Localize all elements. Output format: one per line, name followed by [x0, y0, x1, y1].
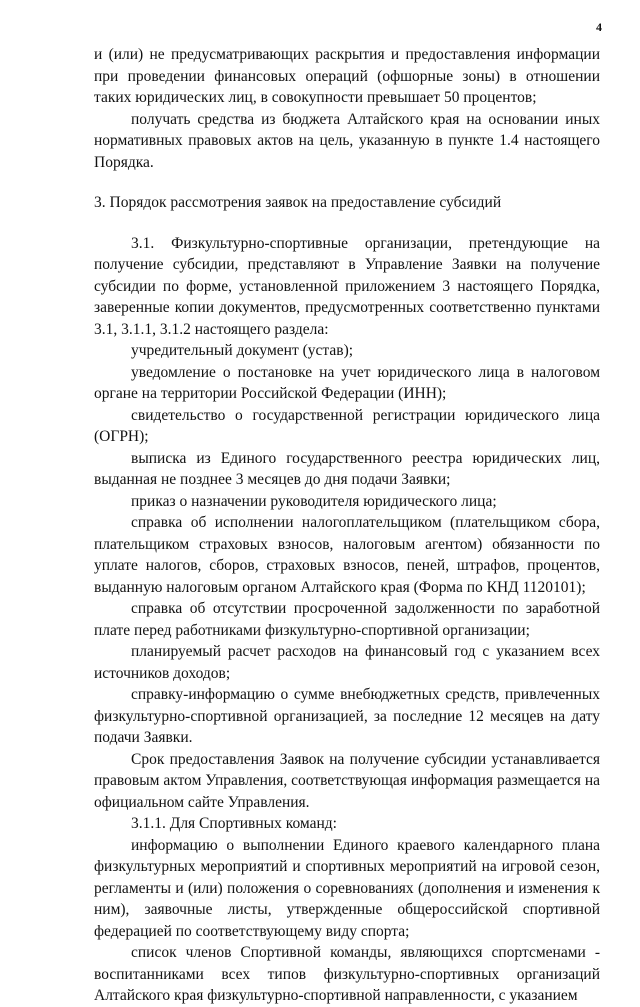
list-item: выписка из Единого государственного реестра юридических лиц, выданная не позднее 3 месяцев до дня подачи Заявки;: [94, 449, 600, 488]
paragraph: Срок предоставления Заявок на получение субсидии устанавливается правовым актом Управления, соответствующая информация размещается на официальном сайте Управления.: [94, 750, 600, 811]
list-item: информацию о выполнении Единого краевого календарного плана физкультурных мероприятий и спортивных мероприятий на игровой сезон, регламенты и (или) положения о соревнованиях (дополнения и изменения к ним), заявочные листы, утвержденные общероссийской спортивной федерацией по соответствующему виду спорта;: [94, 836, 600, 940]
paragraph: получать средства из бюджета Алтайского края на основании иных нормативных правовых актов на цель, указанную в пункте 1.4 настоящего Порядка.: [94, 110, 600, 171]
list-item: приказ о назначении руководителя юридического лица;: [131, 492, 497, 510]
list-item: справка об исполнении налогоплательщиком (плательщиком сбора, плательщиком страховых взносов, налоговым агентом) обязанности по уплате налогов, сборов, страховых взносов, пеней, штрафов, процентов, выданную налоговым органом Алтайского края (Форма по КНД 1120101);: [94, 514, 600, 596]
list-item: планируемый расчет расходов на финансовый год с указанием всех источников доходов;: [94, 643, 600, 682]
page-number: 4: [596, 20, 602, 34]
paragraph: 3.1. Физкультурно-спортивные организации, претендующие на получение субсидии, представляют в Управление Заявки на получение субсидии по форме, установленной приложением 3 настоящего Порядка, заверенные копии документов, предусмотренных соответственно пунктами 3.1, 3.1.1, 3.1.2 настоящего раздела:: [94, 234, 600, 338]
list-item: справка об отсутствии просроченной задолженности по заработной плате перед работниками физкультурно-спортивной организации;: [94, 600, 600, 639]
section-heading: 3. Порядок рассмотрения заявок на предоставление субсидий: [94, 194, 502, 211]
paragraph: и (или) не предусматривающих раскрытия и предоставления информации при проведении финансовых операций (офшорные зоны) в отношении таких юридических лиц, в совокупности превышает 50 процентов;: [94, 46, 600, 106]
subsection-heading: 3.1.1. Для Спортивных команд:: [131, 815, 337, 832]
document-body: [94, 44, 600, 1007]
list-item: уведомление о постановке на учет юридического лица в налоговом органе на территории Российской Федерации (ИНН);: [94, 363, 600, 402]
list-item: справку-информацию о сумме внебюджетных средств, привлеченных физкультурно-спортивной организацией, за последние 12 месяцев на дату подачи Заявки.: [94, 686, 600, 746]
list-item: список членов Спортивной команды, являющихся спортсменами - воспитанниками всех типов физкультурно-спортивных организаций Алтайского края физкультурно-спортивной направленности, с указанием: [94, 944, 600, 1004]
list-item: свидетельство о государственной регистрации юридического лица (ОГРН);: [94, 406, 600, 445]
list-item: учредительный документ (устав);: [131, 342, 354, 359]
